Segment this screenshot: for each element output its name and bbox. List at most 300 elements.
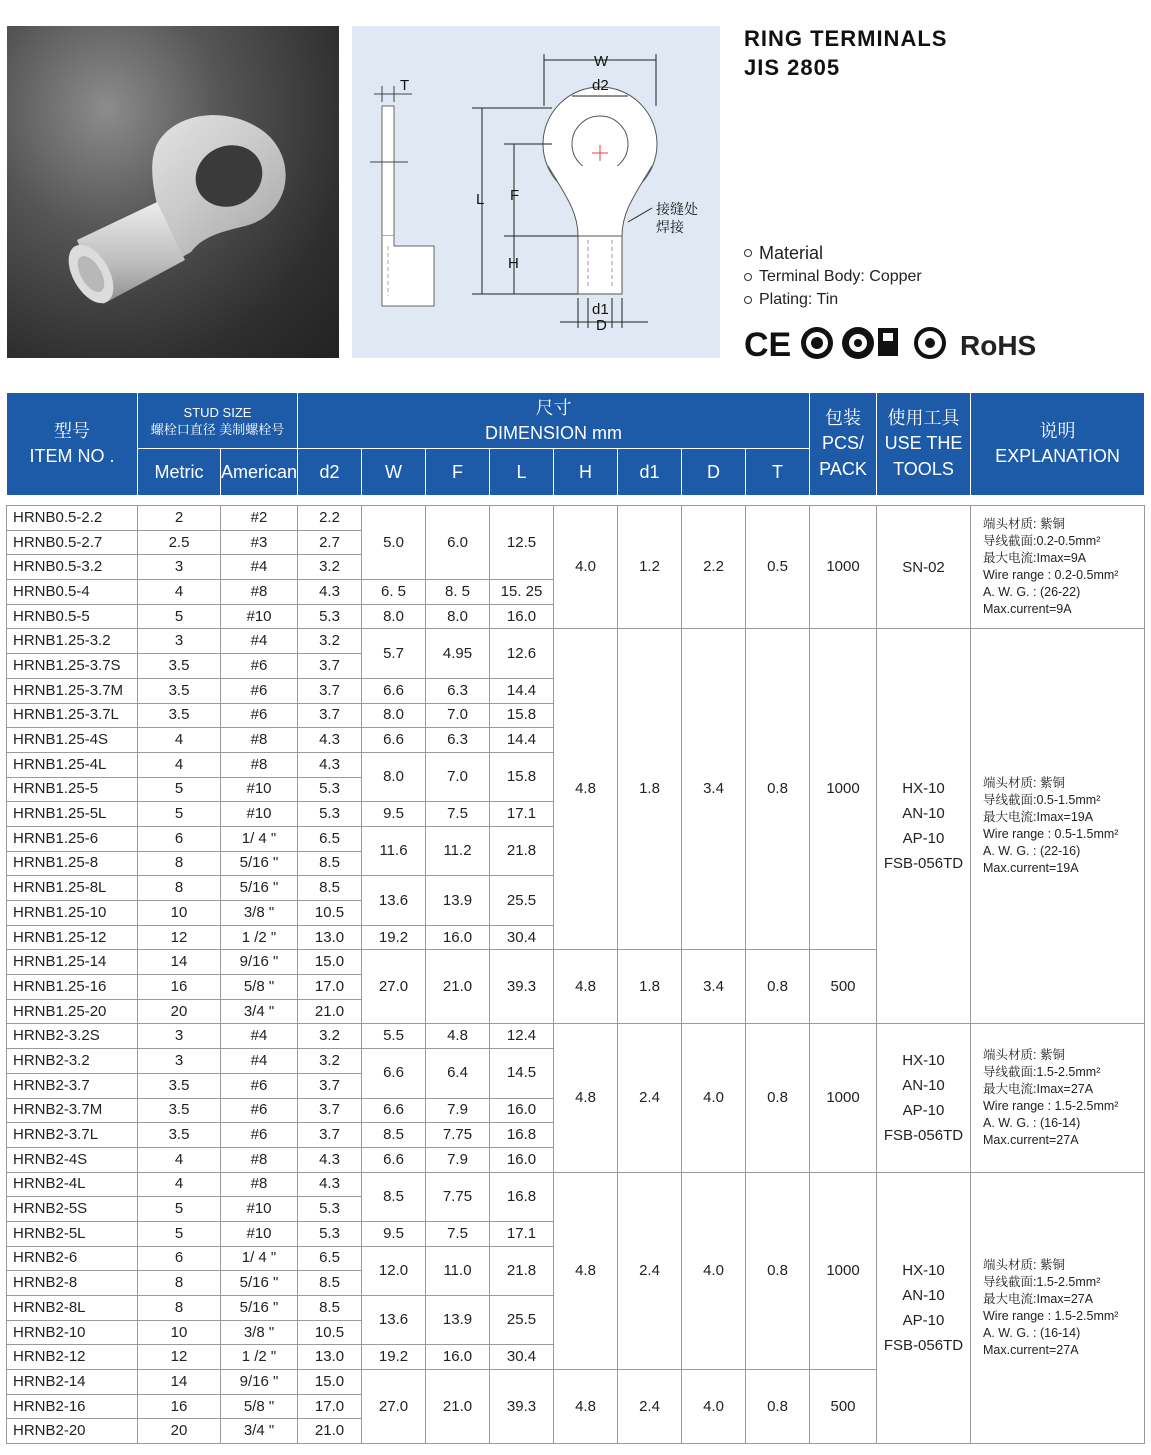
w-cell: 8.0	[362, 703, 426, 728]
explanation-line: Wire range : 1.5-2.5mm²	[983, 1099, 1119, 1113]
d2-cell: 15.0	[298, 1370, 362, 1395]
l-cell: 30.4	[490, 1345, 554, 1370]
f-cell: 16.0	[426, 925, 490, 950]
item-no-cell: HRNB2-3.7	[7, 1073, 138, 1098]
item-no-cell: HRNB1.25-20	[7, 999, 138, 1024]
tool-name: AP-10	[902, 1102, 945, 1119]
explanation-line: Max.current=27A	[983, 1342, 1079, 1357]
l-cell: 16.0	[490, 1147, 554, 1172]
item-no-cell: HRNB2-5S	[7, 1197, 138, 1222]
header-t: T	[746, 449, 810, 496]
explanation-cell	[971, 629, 1145, 1024]
w-cell: 8.0	[362, 752, 426, 801]
d2-cell: 3.2	[298, 629, 362, 654]
metric-cell: 14	[138, 950, 221, 975]
item-no-cell: HRNB2-8	[7, 1271, 138, 1296]
metric-cell: 4	[138, 752, 221, 777]
label-d1: d1	[592, 301, 609, 318]
pack-cell: 1000	[810, 629, 877, 950]
explanation-line: Max.current=9A	[983, 602, 1072, 617]
l-cell: 25.5	[490, 876, 554, 925]
d-cell: 2.2	[682, 506, 746, 629]
item-no-cell: HRNB1.25-4L	[7, 752, 138, 777]
l-cell: 39.3	[490, 950, 554, 1024]
item-no-cell: HRNB1.25-5	[7, 777, 138, 802]
d2-cell: 13.0	[298, 1345, 362, 1370]
american-cell: #6	[221, 1098, 298, 1123]
metric-cell: 16	[138, 975, 221, 1000]
label-w: W	[594, 53, 609, 70]
tool-name: FSB-056TD	[883, 855, 964, 873]
w-cell: 5.5	[362, 1024, 426, 1049]
tool-name: AN-10	[902, 805, 945, 823]
w-cell: 27.0	[362, 1370, 426, 1444]
material-title: Material	[744, 241, 922, 265]
cert-seal-2-icon	[842, 327, 898, 359]
sgs-seal-icon	[916, 329, 944, 357]
d-cell: 3.4	[682, 950, 746, 1024]
l-cell: 21.8	[490, 826, 554, 875]
explanation-cell	[971, 1024, 1145, 1172]
explanation-line: 最大电流:Imax=9A	[983, 551, 1087, 566]
label-l: L	[476, 191, 485, 208]
american-cell: 3/8 "	[221, 1320, 298, 1345]
h-cell: 4.8	[554, 950, 618, 1024]
explanation-line: Wire range : 0.2-0.5mm²	[983, 568, 1119, 583]
d2-cell: 3.2	[298, 1049, 362, 1074]
d2-cell: 13.0	[298, 925, 362, 950]
pack-cell: 1000	[810, 506, 877, 629]
american-cell: #10	[221, 604, 298, 629]
d2-cell: 8.5	[298, 1271, 362, 1296]
tool-name: AN-10	[902, 1286, 945, 1304]
item-no-cell: HRNB1.25-6	[7, 826, 138, 851]
header-h: H	[554, 449, 618, 496]
item-no-cell: HRNB2-8L	[7, 1296, 138, 1321]
d1-cell: 2.4	[618, 1024, 682, 1172]
f-cell: 7.5	[426, 1221, 490, 1246]
l-cell: 14.4	[490, 728, 554, 753]
item-no-cell: HRNB0.5-2.7	[7, 530, 138, 555]
w-cell: 9.5	[362, 802, 426, 827]
l-cell: 17.1	[490, 1221, 554, 1246]
american-cell: 1 /2 "	[221, 925, 298, 950]
w-cell: 6. 5	[362, 580, 426, 605]
d2-cell: 8.5	[298, 876, 362, 901]
metric-cell: 3.5	[138, 1098, 221, 1123]
american-cell: #6	[221, 1123, 298, 1148]
header-item: 型号 ITEM NO .	[7, 393, 138, 496]
explanation-line: Max.current=19A	[983, 861, 1079, 876]
w-cell: 12.0	[362, 1246, 426, 1295]
metric-cell: 3	[138, 1049, 221, 1074]
american-cell: #10	[221, 1221, 298, 1246]
h-cell: 4.8	[554, 1370, 618, 1444]
american-cell: #8	[221, 1147, 298, 1172]
d1-cell: 1.8	[618, 629, 682, 950]
metric-cell: 4	[138, 1147, 221, 1172]
metric-cell: 6	[138, 1246, 221, 1271]
label-t: T	[400, 77, 410, 94]
header-f: F	[426, 449, 490, 496]
label-d2: d2	[592, 77, 609, 94]
pack-cell: 500	[810, 950, 877, 1024]
d-cell: 3.4	[682, 629, 746, 950]
f-cell: 21.0	[426, 950, 490, 1024]
d2-cell: 4.3	[298, 1172, 362, 1197]
table-row	[7, 506, 1145, 531]
bullet-icon	[744, 249, 752, 257]
d2-cell: 3.7	[298, 678, 362, 703]
l-cell: 17.1	[490, 802, 554, 827]
item-no-cell: HRNB0.5-3.2	[7, 555, 138, 580]
d-cell: 4.0	[682, 1024, 746, 1172]
material-plating: Plating: Tin	[744, 288, 922, 311]
item-no-cell: HRNB1.25-3.7L	[7, 703, 138, 728]
metric-cell: 3	[138, 1024, 221, 1049]
d-cell: 4.0	[682, 1370, 746, 1444]
d1-cell: 2.4	[618, 1370, 682, 1444]
f-cell: 8.0	[426, 604, 490, 629]
explanation-line: 端头材质: 紫铜	[983, 1257, 1065, 1272]
american-cell: #6	[221, 654, 298, 679]
l-cell: 16.8	[490, 1123, 554, 1148]
header-stud-size: STUD SIZE 螺栓口直径 美制螺栓号	[138, 393, 298, 449]
tool-name: FSB-056TD	[883, 1336, 964, 1354]
metric-cell: 2.5	[138, 530, 221, 555]
item-no-cell: HRNB2-14	[7, 1370, 138, 1395]
item-no-cell: HRNB2-10	[7, 1320, 138, 1345]
metric-cell: 4	[138, 728, 221, 753]
american-cell: 9/16 "	[221, 950, 298, 975]
metric-cell: 12	[138, 1345, 221, 1370]
spec-table	[6, 392, 1145, 1444]
item-no-cell: HRNB2-12	[7, 1345, 138, 1370]
h-cell: 4.0	[554, 506, 618, 629]
dimension-drawing-icon	[352, 26, 720, 358]
item-no-cell: HRNB2-16	[7, 1394, 138, 1419]
label-h: H	[508, 255, 519, 272]
table-spacer	[7, 496, 1145, 506]
l-cell: 25.5	[490, 1296, 554, 1345]
w-cell: 6.6	[362, 1147, 426, 1172]
w-cell: 6.6	[362, 1049, 426, 1098]
t-cell: 0.8	[746, 1370, 810, 1444]
h-cell: 4.8	[554, 1172, 618, 1370]
t-cell: 0.8	[746, 1024, 810, 1172]
d1-cell: 1.2	[618, 506, 682, 629]
explanation-line: 导线截面:0.2-0.5mm²	[983, 534, 1101, 549]
metric-cell: 8	[138, 1296, 221, 1321]
american-cell: 3/4 "	[221, 1419, 298, 1444]
table-spacer-cell	[7, 496, 1145, 506]
explanation-line: A. W. G. : (16-14)	[983, 1325, 1081, 1340]
header-d2: d2	[298, 449, 362, 496]
technical-drawing	[352, 26, 720, 358]
metric-cell: 3.5	[138, 654, 221, 679]
table-row	[7, 629, 1145, 654]
metric-cell: 3	[138, 629, 221, 654]
american-cell: #4	[221, 629, 298, 654]
w-cell: 5.0	[362, 506, 426, 580]
metric-cell: 2	[138, 506, 221, 531]
l-cell: 30.4	[490, 925, 554, 950]
t-cell: 0.8	[746, 950, 810, 1024]
l-cell: 15.8	[490, 752, 554, 801]
l-cell: 12.4	[490, 1024, 554, 1049]
d2-cell: 5.3	[298, 1221, 362, 1246]
metric-cell: 14	[138, 1370, 221, 1395]
american-cell: #10	[221, 802, 298, 827]
rohs-mark-icon: RoHS	[960, 330, 1037, 361]
item-no-cell: HRNB2-20	[7, 1419, 138, 1444]
american-cell: 1 /2 "	[221, 1345, 298, 1370]
l-cell: 21.8	[490, 1246, 554, 1295]
l-cell: 16.0	[490, 604, 554, 629]
d2-cell: 4.3	[298, 752, 362, 777]
cert-seal-1-icon	[801, 327, 833, 359]
american-cell: 5/8 "	[221, 975, 298, 1000]
d2-cell: 3.2	[298, 1024, 362, 1049]
american-cell: 9/16 "	[221, 1370, 298, 1395]
w-cell: 6.6	[362, 678, 426, 703]
d2-cell: 3.7	[298, 703, 362, 728]
item-no-cell: HRNB2-3.7L	[7, 1123, 138, 1148]
tools-cell	[877, 1024, 971, 1172]
d2-cell: 5.3	[298, 802, 362, 827]
d2-cell: 5.3	[298, 1197, 362, 1222]
metric-cell: 6	[138, 826, 221, 851]
f-cell: 6.3	[426, 728, 490, 753]
d2-cell: 4.3	[298, 728, 362, 753]
tools-cell	[877, 506, 971, 629]
tool-name: HX-10	[902, 780, 945, 798]
metric-cell: 3.5	[138, 678, 221, 703]
table-row	[7, 1024, 1145, 1049]
material-body: Terminal Body: Copper	[744, 265, 922, 288]
d2-cell: 5.3	[298, 777, 362, 802]
american-cell: #8	[221, 752, 298, 777]
header-american: American	[221, 449, 298, 496]
metric-cell: 12	[138, 925, 221, 950]
explanation-line: 端头材质: 紫铜	[983, 1048, 1065, 1062]
d2-cell: 21.0	[298, 999, 362, 1024]
item-no-cell: HRNB2-6	[7, 1246, 138, 1271]
metric-cell: 3.5	[138, 703, 221, 728]
d2-cell: 3.7	[298, 1073, 362, 1098]
d2-cell: 3.7	[298, 654, 362, 679]
product-photo	[7, 26, 339, 358]
t-cell: 0.5	[746, 506, 810, 629]
l-cell: 14.4	[490, 678, 554, 703]
american-cell: #4	[221, 555, 298, 580]
table-header	[7, 393, 1145, 496]
f-cell: 7.0	[426, 752, 490, 801]
d2-cell: 3.2	[298, 555, 362, 580]
american-cell: #6	[221, 703, 298, 728]
w-cell: 9.5	[362, 1221, 426, 1246]
bullet-icon	[744, 273, 752, 281]
metric-cell: 3	[138, 555, 221, 580]
d2-cell: 4.3	[298, 580, 362, 605]
item-no-cell: HRNB1.25-5L	[7, 802, 138, 827]
f-cell: 7.75	[426, 1172, 490, 1221]
w-cell: 5.7	[362, 629, 426, 678]
metric-cell: 5	[138, 1197, 221, 1222]
header-tools: 使用工具 USE THE TOOLS	[877, 393, 971, 496]
item-no-cell: HRNB1.25-3.7S	[7, 654, 138, 679]
table-row	[7, 1172, 1145, 1197]
metric-cell: 3.5	[138, 1073, 221, 1098]
metric-cell: 5	[138, 604, 221, 629]
american-cell: 5/8 "	[221, 1394, 298, 1419]
d1-cell: 1.8	[618, 950, 682, 1024]
metric-cell: 4	[138, 580, 221, 605]
l-cell: 16.8	[490, 1172, 554, 1221]
metric-cell: 20	[138, 999, 221, 1024]
item-no-cell: HRNB1.25-4S	[7, 728, 138, 753]
f-cell: 6.3	[426, 678, 490, 703]
explanation-line: 导线截面:0.5-1.5mm²	[983, 793, 1101, 808]
d2-cell: 15.0	[298, 950, 362, 975]
metric-cell: 5	[138, 802, 221, 827]
american-cell: #6	[221, 678, 298, 703]
american-cell: 5/16 "	[221, 876, 298, 901]
american-cell: 5/16 "	[221, 851, 298, 876]
explanation-cell	[971, 506, 1145, 629]
t-cell: 0.8	[746, 1172, 810, 1370]
metric-cell: 5	[138, 1221, 221, 1246]
w-cell: 27.0	[362, 950, 426, 1024]
metric-cell: 20	[138, 1419, 221, 1444]
american-cell: #4	[221, 1024, 298, 1049]
w-cell: 11.6	[362, 826, 426, 875]
f-cell: 21.0	[426, 1370, 490, 1444]
american-cell: #6	[221, 1073, 298, 1098]
certifications	[744, 323, 1144, 363]
item-no-cell: HRNB1.25-14	[7, 950, 138, 975]
american-cell: #3	[221, 530, 298, 555]
h-cell: 4.8	[554, 629, 618, 950]
title-line-2: JIS 2805	[744, 55, 841, 80]
l-cell: 15.8	[490, 703, 554, 728]
ce-mark-icon: CE	[744, 326, 792, 363]
tool-name: FSB-056TD	[883, 1127, 964, 1144]
item-no-cell: HRNB1.25-12	[7, 925, 138, 950]
f-cell: 6.4	[426, 1049, 490, 1098]
d2-cell: 5.3	[298, 604, 362, 629]
metric-cell: 10	[138, 901, 221, 926]
l-cell: 16.0	[490, 1098, 554, 1123]
title-line-1: RING TERMINALS	[744, 26, 948, 51]
header-d1: d1	[618, 449, 682, 496]
header-metric: Metric	[138, 449, 221, 496]
explanation-cell	[971, 1172, 1145, 1444]
f-cell: 7.9	[426, 1147, 490, 1172]
d2-cell: 10.5	[298, 1320, 362, 1345]
explanation-line: 最大电流:Imax=27A	[983, 1291, 1094, 1306]
tool-name: HX-10	[902, 1261, 945, 1279]
d2-cell: 21.0	[298, 1419, 362, 1444]
metric-cell: 8	[138, 851, 221, 876]
d2-cell: 10.5	[298, 901, 362, 926]
f-cell: 13.9	[426, 1296, 490, 1345]
pack-cell: 1000	[810, 1172, 877, 1370]
item-no-cell: HRNB2-3.2	[7, 1049, 138, 1074]
item-no-cell: HRNB1.25-3.7M	[7, 678, 138, 703]
d2-cell: 4.3	[298, 1147, 362, 1172]
f-cell: 11.2	[426, 826, 490, 875]
d2-cell: 3.7	[298, 1123, 362, 1148]
american-cell: 1/ 4 "	[221, 826, 298, 851]
american-cell: #4	[221, 1049, 298, 1074]
material-list	[744, 241, 922, 311]
d2-cell: 17.0	[298, 975, 362, 1000]
explanation-line: A. W. G. : (26-22)	[983, 585, 1081, 600]
w-cell: 19.2	[362, 925, 426, 950]
t-cell: 0.8	[746, 629, 810, 950]
f-cell: 7.75	[426, 1123, 490, 1148]
w-cell: 8.5	[362, 1172, 426, 1221]
item-no-cell: HRNB2-5L	[7, 1221, 138, 1246]
tools-cell	[877, 629, 971, 1024]
tools-cell	[877, 1172, 971, 1444]
explanation-line: 端头材质: 紫铜	[983, 776, 1065, 791]
item-no-cell: HRNB0.5-5	[7, 604, 138, 629]
american-cell: 1/ 4 "	[221, 1246, 298, 1271]
item-no-cell: HRNB0.5-4	[7, 580, 138, 605]
l-cell: 39.3	[490, 1370, 554, 1444]
header-d: D	[682, 449, 746, 496]
f-cell: 7.9	[426, 1098, 490, 1123]
explanation-line: 最大电流:Imax=19A	[983, 810, 1094, 825]
header-dimension: 尺寸 DIMENSION mm	[298, 393, 810, 449]
tool-name: AN-10	[902, 1077, 945, 1094]
d2-cell: 2.7	[298, 530, 362, 555]
d2-cell: 8.5	[298, 1296, 362, 1321]
f-cell: 16.0	[426, 1345, 490, 1370]
f-cell: 4.8	[426, 1024, 490, 1049]
header-pack: 包装 PCS/ PACK	[810, 393, 877, 496]
american-cell: 5/16 "	[221, 1271, 298, 1296]
l-cell: 14.5	[490, 1049, 554, 1098]
explanation-line: 端头材质: 紫铜	[983, 517, 1065, 532]
american-cell: 3/8 "	[221, 901, 298, 926]
header-w: W	[362, 449, 426, 496]
l-cell: 15. 25	[490, 580, 554, 605]
w-cell: 13.6	[362, 1296, 426, 1345]
f-cell: 13.9	[426, 876, 490, 925]
d2-cell: 8.5	[298, 851, 362, 876]
d-cell: 4.0	[682, 1172, 746, 1370]
f-cell: 7.5	[426, 802, 490, 827]
item-no-cell: HRNB2-4L	[7, 1172, 138, 1197]
metric-cell: 16	[138, 1394, 221, 1419]
l-cell: 12.6	[490, 629, 554, 678]
metric-cell: 5	[138, 777, 221, 802]
tool-name: HX-10	[902, 1052, 945, 1069]
label-d: D	[596, 317, 607, 334]
american-cell: #8	[221, 580, 298, 605]
item-no-cell: HRNB2-4S	[7, 1147, 138, 1172]
note-zh-1: 接缝处	[656, 202, 698, 218]
metric-cell: 4	[138, 1172, 221, 1197]
explanation-line: 导线截面:1.5-2.5mm²	[983, 1065, 1101, 1079]
explanation-line: A. W. G. : (22-16)	[983, 844, 1081, 859]
american-cell: 5/16 "	[221, 1296, 298, 1321]
w-cell: 19.2	[362, 1345, 426, 1370]
pack-cell: 1000	[810, 1024, 877, 1172]
